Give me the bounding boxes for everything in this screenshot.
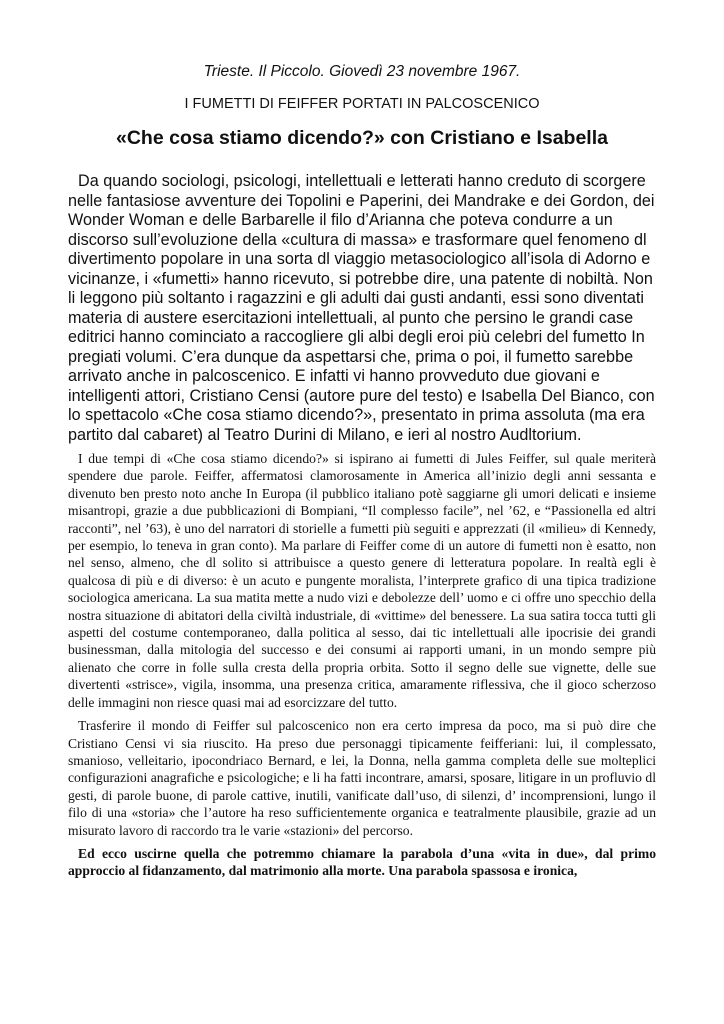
lead-paragraph: Da quando sociologi, psicologi, intellettuali e letterati hanno creduto di scorgere nelle fantasiose avventure dei Topolini e Paperini, dei Mandrake e dei Gordon, dei Wonder Woman e delle Barbarelle il filo d’Arianna che poteva condurre a un discorso sull’evoluzione della «cultura di massa» e trasformare quel fenomeno dl divertimento popolare in una sorta dl viaggio metasociologico all’isola di Adorno e vicinanze, i «fumetti» hanno ricevuto, si potrebbe dire, una patente di nobiltà. Non li leggono più soltanto i ragazzini e gli adulti dai gusti andanti, essi sono diventati materia di austere esercitazioni intellettuali, al punto che persino le grandi case editrici hanno cominciato a raccogliere gli albi degli eroi più celebri del fumetto In pregiati volumi. C’era dunque da aspettarsi che, prima o poi, il fumetto sarebbe arrivato anche in palcoscenico. E infatti vi hanno provveduto due giovani e intelligenti attori, Cristiano Censi (autore pure del testo) e Isabella Del Bianco, con lo spettacolo «Che cosa stiamo dicendo?», presentato in prima assoluta (ma era partito dal cabaret) al Teatro Durini di Milano, e ieri al nostro Audltorium. xyxy=(68,172,655,444)
dateline: Trieste. Il Piccolo. Giovedì 23 novembre 1967. xyxy=(203,63,521,80)
kicker: I FUMETTI DI FEIFFER PORTATI IN PALCOSCENICO xyxy=(184,96,540,112)
headline: «Che cosa stiamo dicendo?» con Cristiano e Isabella xyxy=(116,127,608,149)
body-paragraph-1: I due tempi di «Che cosa stiamo dicendo?» si ispirano ai fumetti di Jules Feiffer, sul quale meriterà spendere due parole. Feiffer, affermatosi clamorosamente in America all’inizio degli anni sessanta e divenuto ben presto noto anche In Europa (il pubblico italiano potè saggiarne gli umori delicati e insieme misantropi, grazie a due pubblicazioni di Bompiani, “Il complesso facile”, nel ’62, e “Passionella ed altri racconti”, nel ’63), è uno del narratori di storielle a fumetti più seguiti e apprezzati (il «milieu» di Kennedy, per esempio, lo teneva in gran conto). Ma parlare di Feiffer come di un autore di fumetti non è esatto, non nel senso, almeno, che dl solito si attribuisce a questo genere di letteratura popolare. In realtà egli è qualcosa di più e di diverso: è un acuto e pungente moralista, l’interprete grafico di una tipica tradizione sociologica americana. La sua matita mette a nudo vizi e debolezze dell’ uomo e ci offre uno specchio della nostra situazione di abitatori della civiltà industriale, di «vittime» del benessere. La sua satira tocca tutti gli aspetti del costume contemporaneo, dalla politica al sesso, dai tic intellettuali alle ipocrisie dei grandi businessman, dalla mitologia del successo e dei consumi ai rapporti umani, in un mondo sempre più alienato che corre in folle sulla cresta della propria orbita. Sotto il segno delle sue vignette, delle sue divertenti «strisce», vigila, insomma, una presenza critica, amaramente riflessiva, che il gioco scherzoso delle immagini non riesce quasi mai ad esorcizzare del tutto. xyxy=(68,451,656,710)
body-paragraph-2: Trasferire il mondo di Feiffer sul palcoscenico non era certo impresa da poco, ma si può dire che Cristiano Censi vi sia riuscito. Ha preso due personaggi tipicamente feifferiani: lui, il complessato, smanioso, velleitario, ipocondriaco Bernard, e lei, la Donna, nella gamma completa delle sue molteplici configurazioni anagrafiche e psicologiche; e li ha fatti incontrare, amarsi, sposare, litigare in un profluvio dl gesti, di parole buone, di parole cattive, inutili, vanificate dall’uso, di silenzi, d’ incomprensioni, lungo il filo di una «storia» che l’autore ha reso sufficientemente organica e teatralmente plausibile, grazie ad un misurato lavoro di raccordo tra le varie «stazioni» del percorso. xyxy=(68,718,656,838)
article xyxy=(68,62,656,880)
body-paragraph-3: Ed ecco uscirne quella che potremmo chiamare la parabola d’una «vita in due», dal primo approccio al fidanzamento, dal matrimonio alla morte. Una parabola spassosa e ironica, xyxy=(68,845,656,879)
